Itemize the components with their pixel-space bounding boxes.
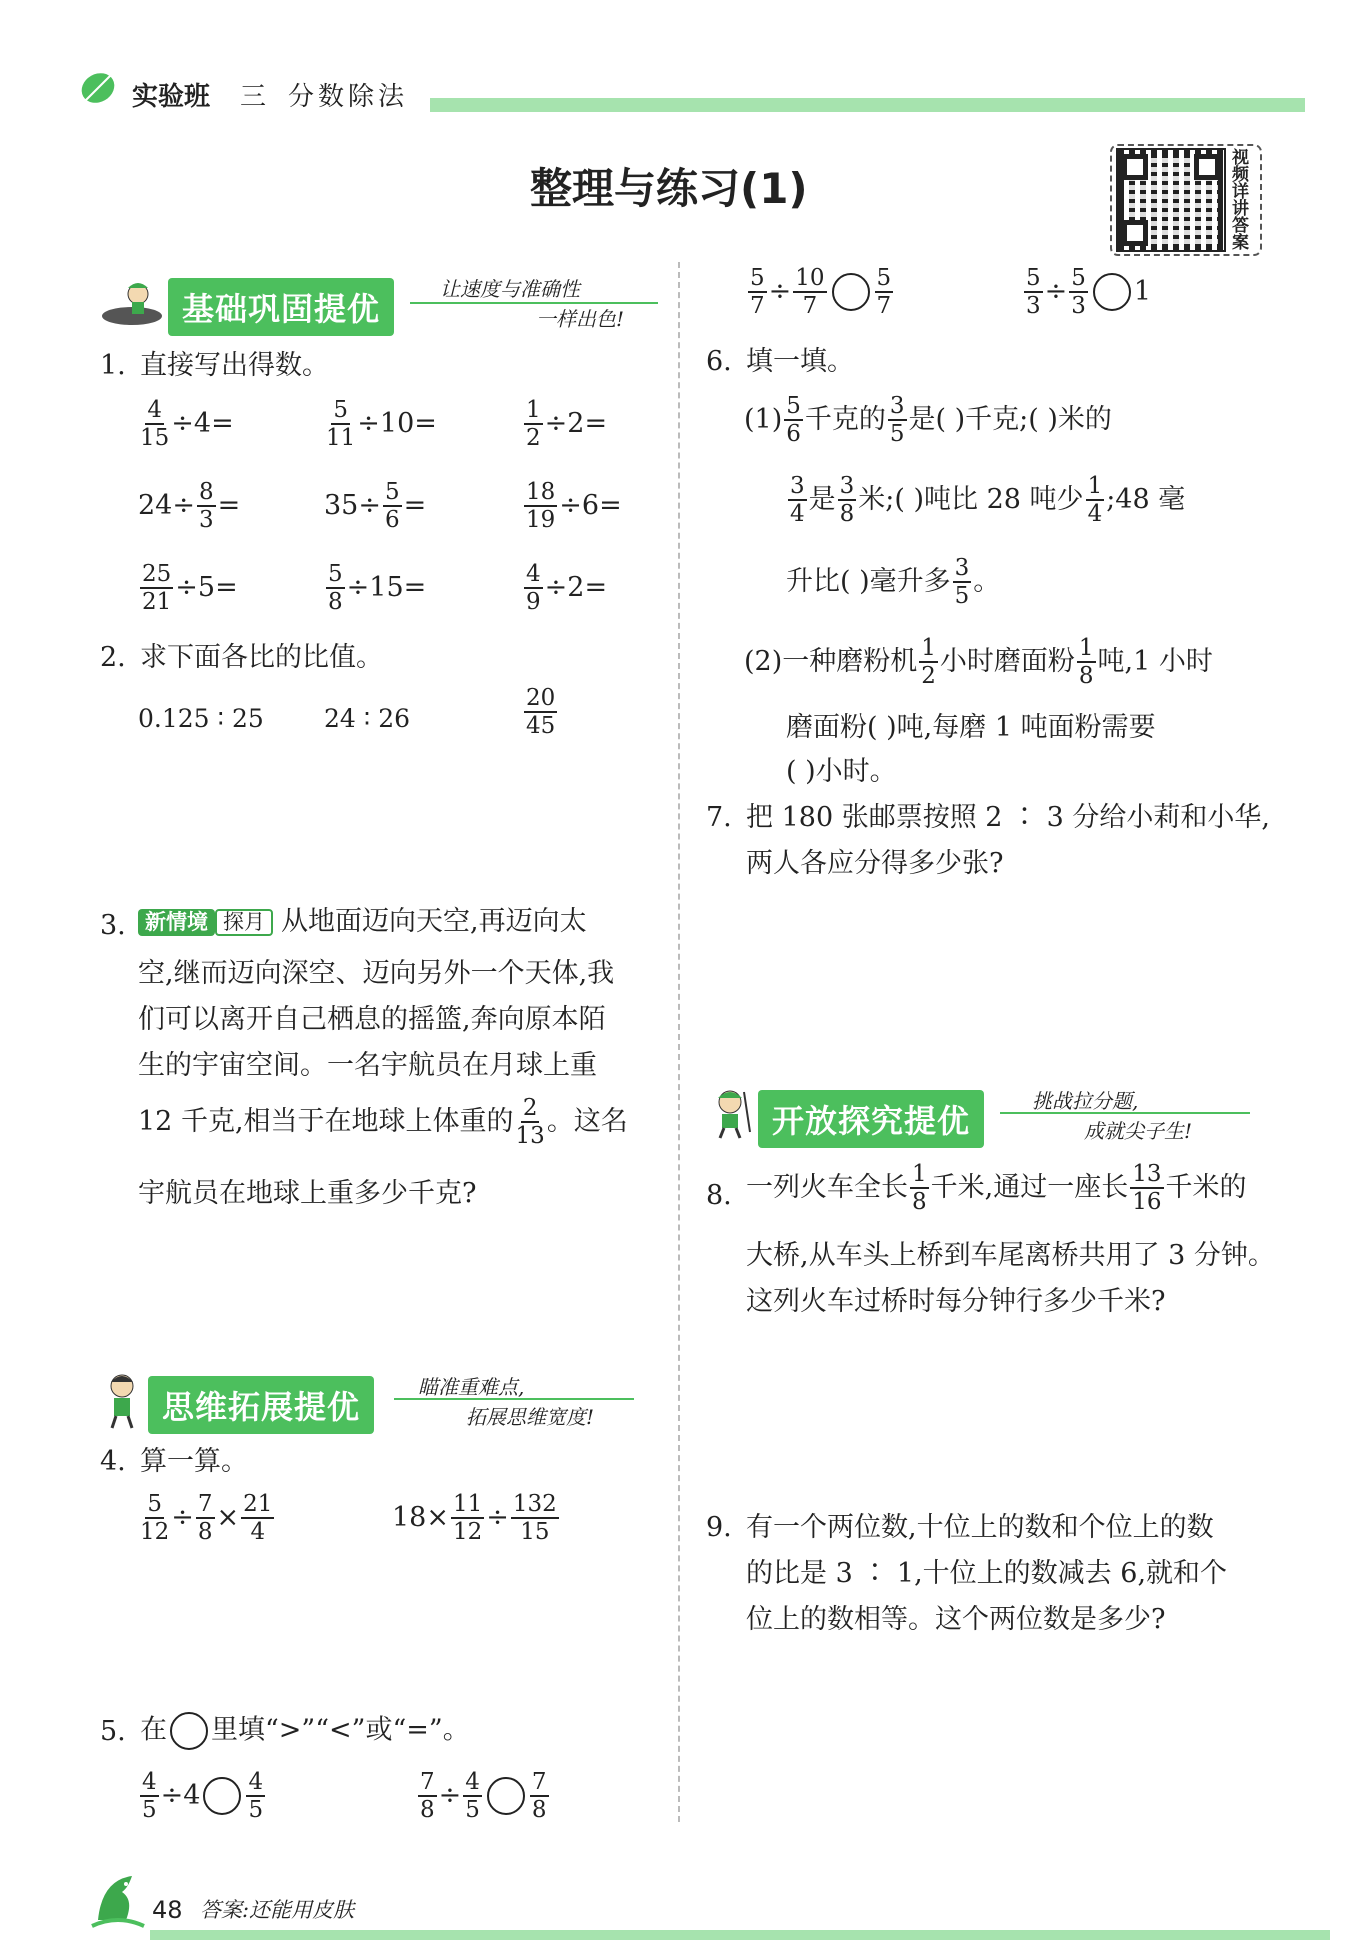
- q1-item-6: $\frac{18}{19}$ ÷6=: [526, 479, 622, 534]
- q1-text: 直接写出得数。: [140, 350, 329, 381]
- q6-line-3: 升比( )毫升多 $\frac{3}{5}$ 。: [786, 555, 1001, 610]
- kid-on-rocket-icon: [98, 278, 168, 330]
- q9-line-1: 有一个两位数,十位上的数和个位上的数: [746, 1512, 1214, 1543]
- q3-line-4: 生的宇宙空间。一名宇航员在月球上重: [138, 1050, 597, 1081]
- chapter-title: 分数除法: [288, 82, 409, 112]
- section-label: 思维拓展提优: [148, 1376, 374, 1434]
- section-label: 开放探究提优: [758, 1090, 984, 1148]
- blank-circle[interactable]: [170, 1712, 208, 1750]
- q6-text: 填一填。: [746, 346, 854, 377]
- section-slogan-1: 让速度与准确性: [440, 277, 580, 301]
- q9-line-2: 的比是 3 ∶ 1,十位上的数减去 6,就和个: [746, 1558, 1228, 1589]
- q1-item-7: $\frac{25}{21}$ ÷5=: [142, 561, 238, 616]
- q3-line-5: 12 千克,相当于在地球上体重的 $\frac{2}{13}$ 。这名: [138, 1095, 628, 1150]
- q7-line-2: 两人各应分得多少张?: [746, 848, 1004, 879]
- section-slogan-1: 挑战拉分题,: [1032, 1089, 1139, 1113]
- q2-ratio-2: 24 ∶ 26: [324, 704, 411, 733]
- header-band: [430, 98, 1305, 112]
- answer-note: 答案:还能用皮肤: [200, 1898, 355, 1922]
- moon-badge: 探月: [215, 909, 273, 936]
- q2-ratio-3: $\frac{20}{45}$: [526, 685, 556, 740]
- compare-circle[interactable]: [487, 1777, 525, 1815]
- q5-number: 5.: [100, 1716, 126, 1747]
- q1-item-1: $\frac{4}{15}$ ÷4=: [140, 397, 234, 452]
- q1-item-3: $\frac{1}{2}$ ÷2=: [526, 397, 608, 452]
- q4-expression-1: $\frac{5}{12}$ ÷ $\frac{7}{8}$ × $\frac{21}{4}$: [140, 1491, 273, 1546]
- q8-number: 8.: [706, 1180, 732, 1211]
- compare-circle[interactable]: [203, 1777, 241, 1815]
- q2-ratio-1: 0.125 ∶ 25: [138, 704, 264, 733]
- q4-text: 算一算。: [140, 1446, 248, 1477]
- compare-circle[interactable]: [832, 273, 870, 311]
- q8-line-3: 这列火车过桥时每分钟行多少千米?: [746, 1286, 1166, 1317]
- q1-item-2: $\frac{5}{11}$ ÷10=: [326, 397, 437, 452]
- q3-line-1: 新情境 探月 从地面迈向天空,再迈向太: [138, 908, 587, 936]
- q5-compare-2: $\frac{7}{8}$ ÷ $\frac{4}{5}$ $\frac{7}{8}$: [420, 1769, 547, 1824]
- q6-line-1: (1) $\frac{5}{6}$ 千克的 $\frac{3}{5}$ 是( )千克;( )米的: [744, 393, 1112, 448]
- q7-line-1: 把 180 张邮票按照 2 ∶ 3 分给小莉和小华,: [746, 802, 1270, 833]
- q6-line-5: 磨面粉( )吨,每磨 1 吨面粉需要: [786, 712, 1156, 743]
- q5-compare-4: $\frac{5}{3}$ ÷ $\frac{5}{3}$ 1: [1026, 265, 1152, 320]
- q1-item-4: 24÷ $\frac{8}{3}$ =: [138, 479, 241, 534]
- page-title: 整理与练习(1): [530, 164, 808, 213]
- section-slogan-1: 瞄准重难点,: [418, 1375, 525, 1399]
- leaf-logo-icon: [78, 70, 118, 106]
- section-label: 基础巩固提优: [168, 278, 394, 336]
- kid-with-flag-icon: [706, 1088, 756, 1140]
- q6-line-2: $\frac{3}{4}$ 是 $\frac{3}{8}$ 米;( )吨比 28 吨少 $\frac{1}{4}$ ;48 毫: [790, 473, 1186, 528]
- compare-circle[interactable]: [1093, 273, 1131, 311]
- q1-number: 1.: [100, 350, 126, 381]
- q5-compare-1: $\frac{4}{5}$ ÷4 $\frac{4}{5}$: [142, 1769, 264, 1824]
- section-slogan-2: 拓展思维宽度!: [466, 1405, 595, 1429]
- q5-text: 在 里填“>”“<”或“=”。: [140, 1712, 470, 1750]
- q2-number: 2.: [100, 642, 126, 673]
- brand: 实验班: [132, 82, 211, 112]
- section-slogan-2: 成就尖子生!: [1084, 1119, 1193, 1143]
- q6-line-6: ( )小时。: [786, 756, 897, 787]
- qr-label: 视频详讲答案: [1232, 148, 1249, 253]
- q3-line-2: 空,继而迈向深空、迈向另外一个天体,我: [138, 958, 615, 989]
- q3-number: 3.: [100, 910, 126, 941]
- q5-compare-3: $\frac{5}{7}$ ÷ $\frac{10}{7}$ $\frac{5}{7}$: [750, 265, 892, 320]
- page-number: 48: [152, 1896, 183, 1924]
- footer-band: [150, 1930, 1330, 1940]
- new-context-badge: 新情境: [138, 909, 215, 936]
- q2-text: 求下面各比的比值。: [140, 642, 383, 673]
- column-divider: [678, 262, 680, 1822]
- q9-line-3: 位上的数相等。这个两位数是多少?: [746, 1604, 1166, 1635]
- kid-reading-icon: [100, 1372, 146, 1430]
- q4-number: 4.: [100, 1446, 126, 1477]
- q6-number: 6.: [706, 346, 732, 377]
- dolphin-icon: [88, 1870, 148, 1932]
- q3-line-3: 们可以离开自己栖息的摇篮,奔向原本陌: [138, 1004, 606, 1035]
- section-slogan-2: 一样出色!: [536, 307, 625, 331]
- q6-line-4: (2)一种磨粉机 $\frac{1}{2}$ 小时磨面粉 $\frac{1}{8}$ 吨,1 小时: [744, 635, 1213, 690]
- q1-item-9: $\frac{4}{9}$ ÷2=: [526, 561, 608, 616]
- q3-line-6: 宇航员在地球上重多少千克?: [138, 1178, 477, 1209]
- q1-item-5: 35÷ $\frac{5}{6}$ =: [324, 479, 427, 534]
- qr-code-icon[interactable]: [1116, 148, 1226, 252]
- chapter-number: 三: [240, 82, 267, 112]
- q4-expression-2: 18× $\frac{11}{12}$ ÷ $\frac{132}{15}$: [392, 1491, 557, 1546]
- q8-line-1: 一列火车全长 $\frac{1}{8}$ 千米,通过一座长 $\frac{13}{16}$ 千米的: [746, 1161, 1247, 1216]
- q8-line-2: 大桥,从车头上桥到车尾离桥共用了 3 分钟。: [746, 1240, 1275, 1271]
- q7-number: 7.: [706, 802, 732, 833]
- q9-number: 9.: [706, 1512, 732, 1543]
- q1-item-8: $\frac{5}{8}$ ÷15=: [328, 561, 427, 616]
